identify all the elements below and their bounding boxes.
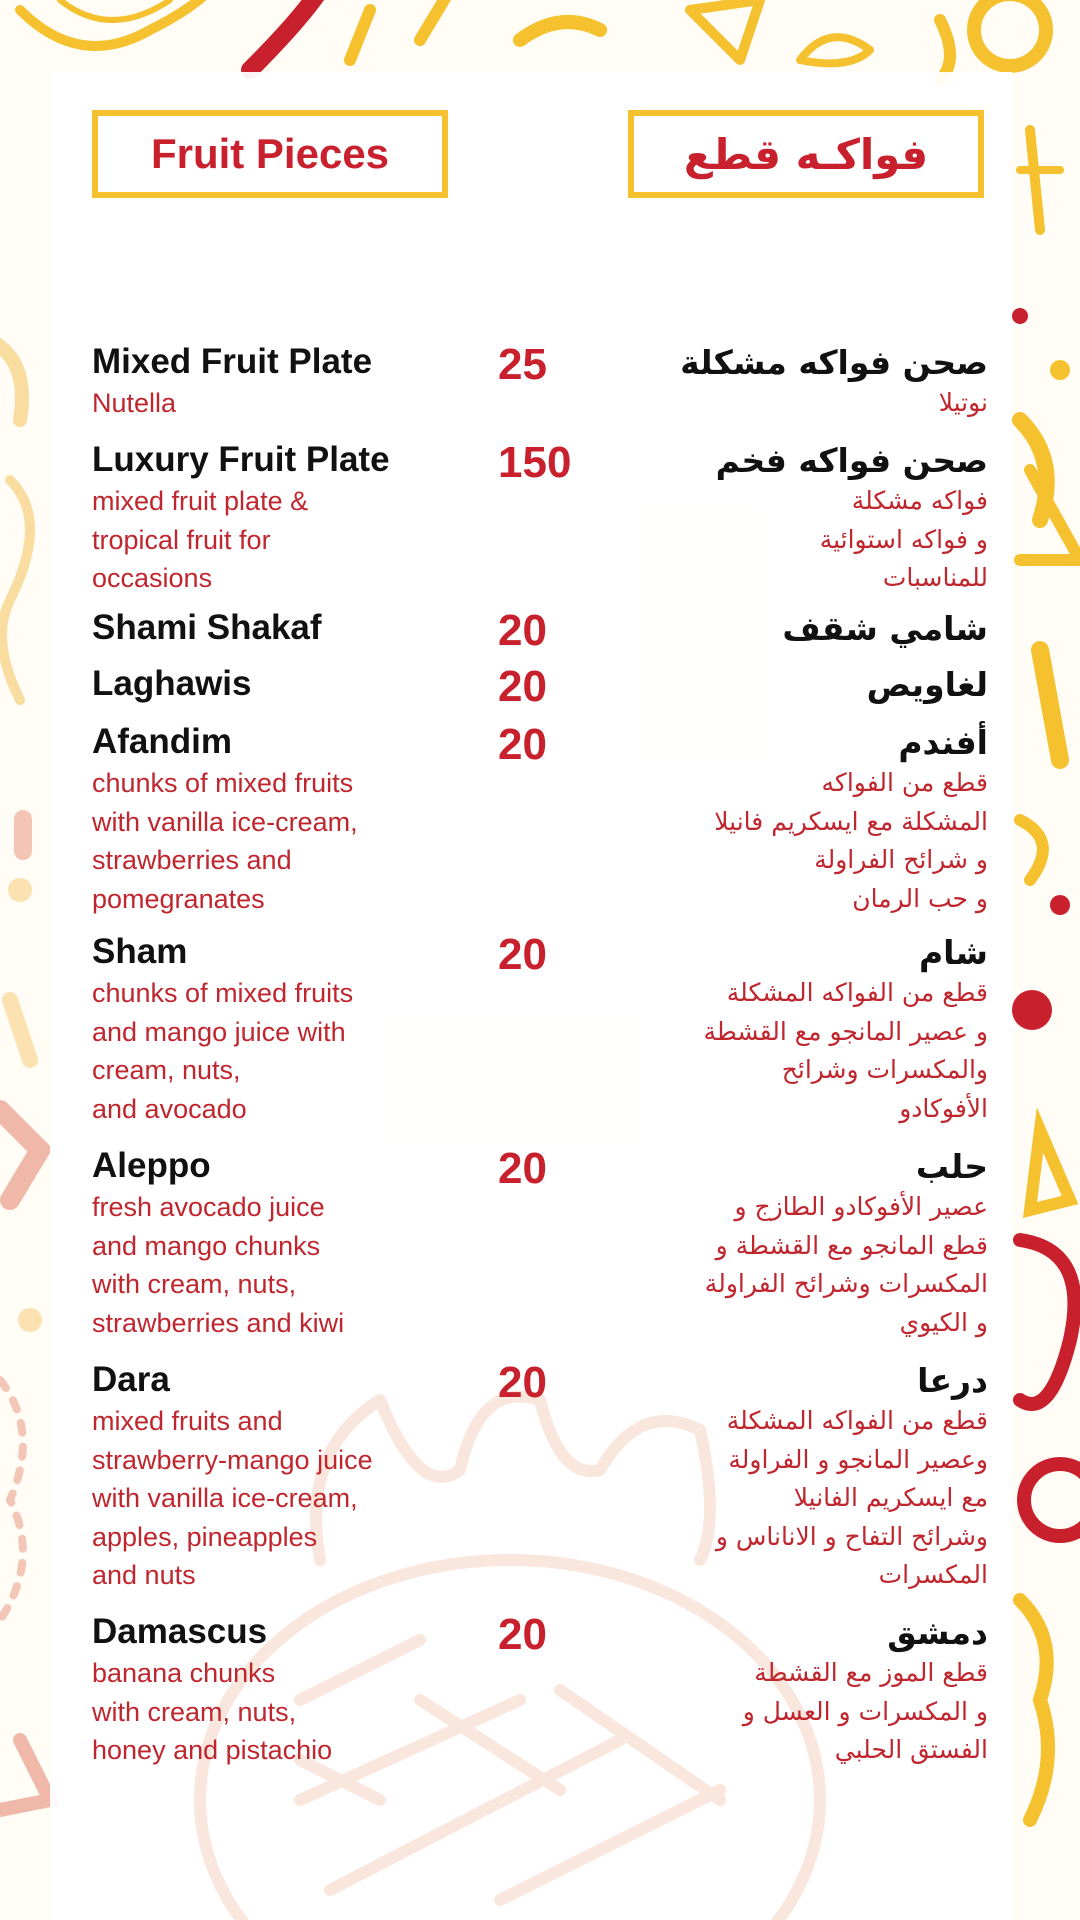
item-desc-ar: نوتيلا [938, 388, 988, 417]
item-name-en: Dara [92, 1360, 170, 1399]
item-desc-ar: عصير الأفوكادو الطازج و قطع المانجو مع القشطة و المكسرات وشرائح الفراولة و الكيوي [704, 1192, 988, 1337]
item-price: 20 [498, 662, 547, 711]
item-price: 20 [498, 930, 547, 979]
item-price: 20 [498, 1144, 547, 1193]
item-desc-en: chunks of mixed fruits and mango juice with cream, nuts, and avocado [92, 978, 354, 1124]
item-name-ar: دمشق [887, 1613, 988, 1652]
item-name-en: Sham [92, 932, 188, 971]
section-title-english: Fruit Pieces [92, 110, 448, 198]
item-desc-en: mixed fruit plate & tropical fruit for occasions [92, 486, 309, 593]
item-desc-ar: فواكه مشكلة و فواكه استوائية للمناسبات [819, 486, 988, 592]
item-desc-ar: قطع الموز مع القشطة و المكسرات و العسل و الفستق الحلبي [742, 1658, 988, 1764]
item-name-ar: شام [918, 933, 988, 972]
item-desc-ar: قطع من الفواكه المشكلة وعصير المانجو و الفراولة مع ايسكريم الفانيلا وشرائح التفاح و الاناناس و المكسرات [715, 1406, 988, 1589]
section-title-arabic: فواكـه قطع [628, 110, 984, 198]
item-name-en: Luxury Fruit Plate [92, 440, 390, 479]
item-name-en: Afandim [92, 722, 232, 761]
item-name-en: Shami Shakaf [92, 608, 322, 647]
item-name-ar: صحن فواكه فخم [715, 441, 988, 480]
item-name-en: Damascus [92, 1612, 268, 1651]
item-name-ar: أفندم [898, 723, 988, 762]
item-desc-en: chunks of mixed fruits with vanilla ice-cream, strawberries and pomegranates [92, 768, 358, 914]
item-desc-en: Nutella [92, 388, 177, 418]
item-price: 20 [498, 1358, 547, 1407]
item-name-en: Aleppo [92, 1146, 211, 1185]
item-desc-en: banana chunks with cream, nuts, honey and pistachio [92, 1658, 333, 1765]
item-name-ar: صحن فواكه مشكلة [680, 343, 988, 382]
item-price: 20 [498, 1610, 547, 1659]
item-name-ar: حلب [915, 1147, 988, 1186]
item-desc-ar: قطع من الفواكه المشكلة و عصير المانجو مع القشطة والمكسرات وشرائح الأفوكادو [703, 978, 988, 1123]
item-price: 20 [498, 720, 547, 769]
item-name-en: Laghawis [92, 664, 252, 703]
item-desc-en: mixed fruits and strawberry-mango juice with vanilla ice-cream, apples, pineapples and nuts [92, 1406, 373, 1590]
item-desc-ar: قطع من الفواكه المشكلة مع ايسكريم فانيلا و شرائح الفراولة و حب الرمان [714, 768, 988, 913]
item-name-ar: لغاويص [866, 665, 988, 704]
item-name-ar: شامي شقف [782, 609, 988, 648]
item-price: 150 [498, 438, 572, 487]
item-price: 20 [498, 606, 547, 655]
item-name-en: Mixed Fruit Plate [92, 342, 373, 381]
item-name-ar: درعا [917, 1361, 988, 1400]
item-desc-en: fresh avocado juice and mango chunks with cream, nuts, strawberries and kiwi [92, 1192, 345, 1338]
item-price: 25 [498, 340, 547, 389]
